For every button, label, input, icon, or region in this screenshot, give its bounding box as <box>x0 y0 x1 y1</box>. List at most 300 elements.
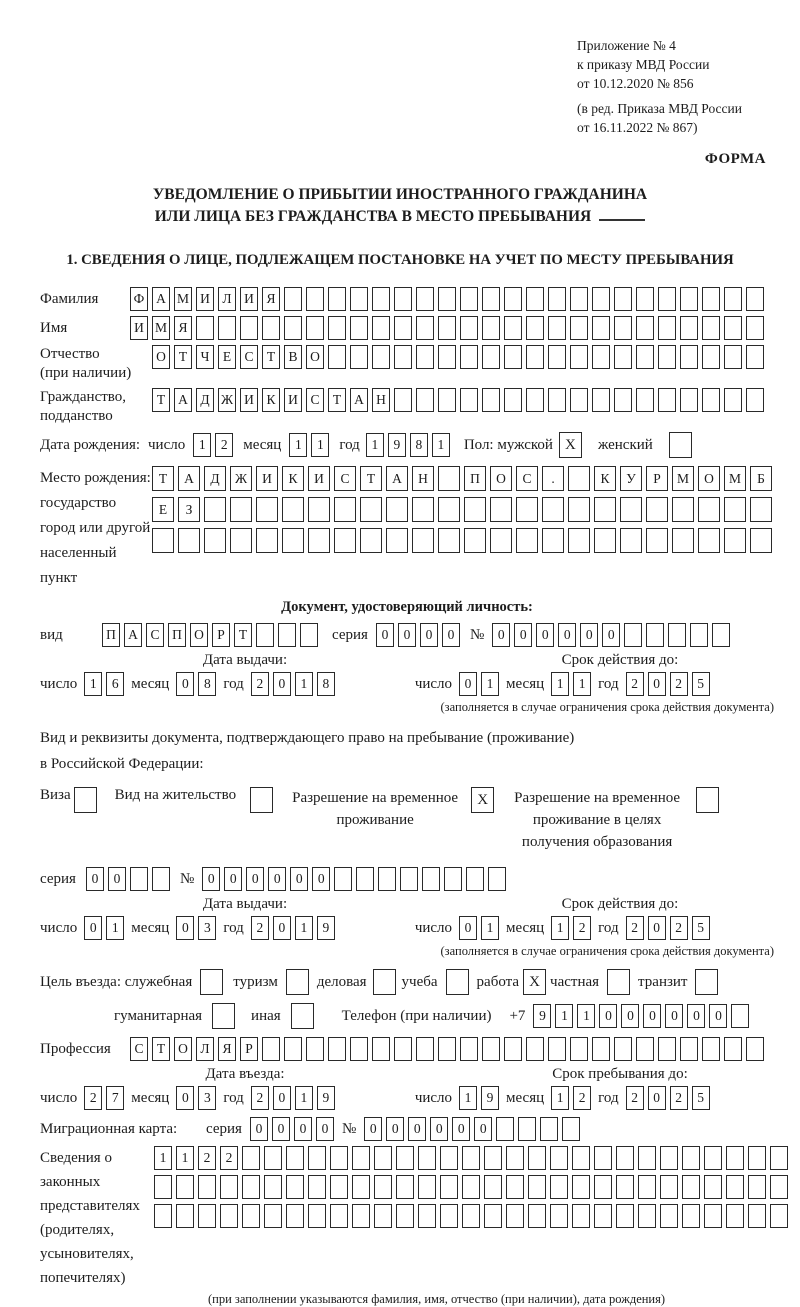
char-cell[interactable]: 5 <box>692 916 710 940</box>
char-cell[interactable] <box>658 1037 676 1061</box>
char-cell[interactable] <box>264 1204 282 1228</box>
char-cell[interactable] <box>416 388 434 412</box>
char-cell[interactable] <box>770 1204 788 1228</box>
char-cell[interactable]: . <box>542 466 564 491</box>
char-cell[interactable] <box>770 1146 788 1170</box>
char-cell[interactable]: Р <box>240 1037 258 1061</box>
char-cell[interactable] <box>506 1146 524 1170</box>
purpose-other-checkbox[interactable] <box>291 1003 314 1029</box>
res-valid-month-cells[interactable] <box>551 916 591 940</box>
char-cell[interactable]: Т <box>152 466 174 491</box>
char-cell[interactable] <box>592 388 610 412</box>
char-cell[interactable] <box>154 1175 172 1199</box>
char-cell[interactable] <box>614 1037 632 1061</box>
char-cell[interactable]: 0 <box>621 1004 639 1028</box>
char-cell[interactable]: К <box>262 388 280 412</box>
char-cell[interactable] <box>616 1175 634 1199</box>
char-cell[interactable]: А <box>350 388 368 412</box>
birthplace-row3-cells[interactable] <box>152 528 772 553</box>
char-cell[interactable] <box>482 345 500 369</box>
char-cell[interactable]: 0 <box>665 1004 683 1028</box>
char-cell[interactable] <box>594 497 616 522</box>
char-cell[interactable] <box>242 1204 260 1228</box>
char-cell[interactable] <box>614 316 632 340</box>
char-cell[interactable]: 0 <box>408 1117 426 1141</box>
char-cell[interactable]: А <box>386 466 408 491</box>
res-number-cells[interactable] <box>202 867 506 891</box>
char-cell[interactable] <box>624 623 642 647</box>
char-cell[interactable]: 0 <box>86 867 104 891</box>
char-cell[interactable] <box>264 1146 282 1170</box>
char-cell[interactable] <box>242 1146 260 1170</box>
char-cell[interactable]: 2 <box>251 916 269 940</box>
entry-year-cells[interactable] <box>251 1086 335 1110</box>
char-cell[interactable] <box>516 497 538 522</box>
char-cell[interactable] <box>394 1037 412 1061</box>
char-cell[interactable] <box>616 1146 634 1170</box>
char-cell[interactable]: К <box>282 466 304 491</box>
char-cell[interactable] <box>504 345 522 369</box>
char-cell[interactable]: Е <box>152 497 174 522</box>
char-cell[interactable]: 2 <box>573 1086 591 1110</box>
char-cell[interactable] <box>672 528 694 553</box>
char-cell[interactable]: Б <box>750 466 772 491</box>
char-cell[interactable]: С <box>516 466 538 491</box>
char-cell[interactable] <box>412 528 434 553</box>
char-cell[interactable] <box>308 528 330 553</box>
char-cell[interactable] <box>130 867 148 891</box>
char-cell[interactable] <box>334 867 352 891</box>
char-cell[interactable] <box>704 1146 722 1170</box>
char-cell[interactable] <box>750 528 772 553</box>
char-cell[interactable]: С <box>306 388 324 412</box>
char-cell[interactable] <box>300 623 318 647</box>
char-cell[interactable]: 0 <box>108 867 126 891</box>
res-valid-year-cells[interactable] <box>626 916 710 940</box>
char-cell[interactable] <box>660 1204 678 1228</box>
char-cell[interactable] <box>570 287 588 311</box>
char-cell[interactable] <box>400 867 418 891</box>
char-cell[interactable] <box>658 316 676 340</box>
char-cell[interactable] <box>418 1204 436 1228</box>
char-cell[interactable] <box>616 1204 634 1228</box>
char-cell[interactable] <box>230 497 252 522</box>
char-cell[interactable] <box>724 497 746 522</box>
char-cell[interactable] <box>264 1175 282 1199</box>
char-cell[interactable]: Л <box>218 287 236 311</box>
entry-day-cells[interactable] <box>84 1086 124 1110</box>
id-valid-month-cells[interactable] <box>551 672 591 696</box>
char-cell[interactable] <box>306 287 324 311</box>
stay-month-cells[interactable] <box>551 1086 591 1110</box>
char-cell[interactable] <box>438 528 460 553</box>
profession-cells[interactable] <box>130 1037 764 1061</box>
purpose-transit-checkbox[interactable] <box>695 969 718 995</box>
char-cell[interactable]: 0 <box>459 672 477 696</box>
char-cell[interactable]: 0 <box>536 623 554 647</box>
char-cell[interactable]: 2 <box>573 916 591 940</box>
char-cell[interactable]: 9 <box>388 433 406 457</box>
char-cell[interactable] <box>570 316 588 340</box>
char-cell[interactable] <box>550 1175 568 1199</box>
char-cell[interactable]: Р <box>646 466 668 491</box>
char-cell[interactable] <box>282 528 304 553</box>
char-cell[interactable] <box>374 1175 392 1199</box>
char-cell[interactable]: Я <box>218 1037 236 1061</box>
char-cell[interactable] <box>724 287 742 311</box>
char-cell[interactable] <box>438 497 460 522</box>
char-cell[interactable] <box>438 316 456 340</box>
birthplace-row2-cells[interactable] <box>152 497 772 522</box>
char-cell[interactable] <box>724 528 746 553</box>
char-cell[interactable] <box>636 316 654 340</box>
char-cell[interactable] <box>460 287 478 311</box>
char-cell[interactable]: 2 <box>626 1086 644 1110</box>
char-cell[interactable] <box>482 287 500 311</box>
char-cell[interactable] <box>682 1146 700 1170</box>
char-cell[interactable]: 1 <box>106 916 124 940</box>
char-cell[interactable] <box>712 623 730 647</box>
char-cell[interactable]: 1 <box>577 1004 595 1028</box>
char-cell[interactable] <box>682 1175 700 1199</box>
char-cell[interactable] <box>350 345 368 369</box>
char-cell[interactable]: Т <box>262 345 280 369</box>
char-cell[interactable]: О <box>190 623 208 647</box>
char-cell[interactable]: З <box>178 497 200 522</box>
char-cell[interactable]: О <box>174 1037 192 1061</box>
char-cell[interactable]: М <box>672 466 694 491</box>
char-cell[interactable] <box>306 1037 324 1061</box>
char-cell[interactable] <box>278 623 296 647</box>
char-cell[interactable] <box>592 345 610 369</box>
char-cell[interactable]: 1 <box>551 916 569 940</box>
char-cell[interactable]: Т <box>152 1037 170 1061</box>
char-cell[interactable]: 0 <box>398 623 416 647</box>
char-cell[interactable]: 2 <box>670 1086 688 1110</box>
char-cell[interactable]: 0 <box>273 672 291 696</box>
char-cell[interactable]: М <box>724 466 746 491</box>
char-cell[interactable] <box>462 1146 480 1170</box>
char-cell[interactable]: 0 <box>364 1117 382 1141</box>
doc-series-cells[interactable] <box>376 623 460 647</box>
char-cell[interactable] <box>748 1175 766 1199</box>
char-cell[interactable]: 0 <box>176 1086 194 1110</box>
char-cell[interactable] <box>372 316 390 340</box>
char-cell[interactable] <box>308 1204 326 1228</box>
char-cell[interactable] <box>658 388 676 412</box>
phone-cells[interactable] <box>533 1004 749 1028</box>
char-cell[interactable]: 1 <box>295 1086 313 1110</box>
char-cell[interactable]: 0 <box>514 623 532 647</box>
char-cell[interactable] <box>636 287 654 311</box>
char-cell[interactable]: 1 <box>573 672 591 696</box>
char-cell[interactable] <box>506 1175 524 1199</box>
purpose-tourism-checkbox[interactable] <box>286 969 309 995</box>
purpose-private-checkbox[interactable] <box>607 969 630 995</box>
char-cell[interactable]: 8 <box>410 433 428 457</box>
char-cell[interactable]: И <box>284 388 302 412</box>
char-cell[interactable]: 9 <box>533 1004 551 1028</box>
char-cell[interactable] <box>422 867 440 891</box>
char-cell[interactable] <box>350 1037 368 1061</box>
char-cell[interactable] <box>334 497 356 522</box>
char-cell[interactable]: Я <box>174 316 192 340</box>
char-cell[interactable] <box>372 345 390 369</box>
doc-type-cells[interactable] <box>102 623 318 647</box>
char-cell[interactable] <box>746 345 764 369</box>
char-cell[interactable]: 2 <box>670 672 688 696</box>
char-cell[interactable]: Ж <box>230 466 252 491</box>
char-cell[interactable] <box>438 345 456 369</box>
char-cell[interactable] <box>440 1175 458 1199</box>
char-cell[interactable] <box>572 1146 590 1170</box>
char-cell[interactable] <box>218 316 236 340</box>
char-cell[interactable]: 9 <box>481 1086 499 1110</box>
char-cell[interactable] <box>726 1175 744 1199</box>
char-cell[interactable] <box>396 1146 414 1170</box>
char-cell[interactable] <box>240 316 258 340</box>
char-cell[interactable] <box>482 1037 500 1061</box>
char-cell[interactable]: 1 <box>459 1086 477 1110</box>
char-cell[interactable] <box>704 1204 722 1228</box>
char-cell[interactable] <box>386 528 408 553</box>
stay-day-cells[interactable] <box>459 1086 499 1110</box>
purpose-business-checkbox[interactable] <box>373 969 396 995</box>
char-cell[interactable] <box>680 345 698 369</box>
char-cell[interactable]: 1 <box>366 433 384 457</box>
char-cell[interactable] <box>360 497 382 522</box>
char-cell[interactable]: 0 <box>268 867 286 891</box>
char-cell[interactable] <box>698 497 720 522</box>
char-cell[interactable] <box>636 388 654 412</box>
char-cell[interactable] <box>352 1204 370 1228</box>
char-cell[interactable]: 2 <box>251 1086 269 1110</box>
res-series-cells[interactable] <box>86 867 170 891</box>
char-cell[interactable] <box>724 388 742 412</box>
char-cell[interactable] <box>526 1037 544 1061</box>
char-cell[interactable]: А <box>178 466 200 491</box>
char-cell[interactable]: 0 <box>474 1117 492 1141</box>
char-cell[interactable] <box>416 345 434 369</box>
char-cell[interactable] <box>636 345 654 369</box>
char-cell[interactable] <box>152 528 174 553</box>
patronymic-cells[interactable] <box>152 345 764 369</box>
char-cell[interactable] <box>526 316 544 340</box>
char-cell[interactable] <box>614 287 632 311</box>
char-cell[interactable]: 1 <box>481 672 499 696</box>
stay-year-cells[interactable] <box>626 1086 710 1110</box>
char-cell[interactable] <box>284 287 302 311</box>
char-cell[interactable]: 0 <box>176 916 194 940</box>
char-cell[interactable] <box>394 287 412 311</box>
char-cell[interactable] <box>204 528 226 553</box>
char-cell[interactable] <box>660 1175 678 1199</box>
char-cell[interactable] <box>724 316 742 340</box>
char-cell[interactable]: 1 <box>154 1146 172 1170</box>
char-cell[interactable]: 0 <box>84 916 102 940</box>
migration-series-cells[interactable] <box>250 1117 334 1141</box>
char-cell[interactable] <box>460 1037 478 1061</box>
char-cell[interactable] <box>658 345 676 369</box>
id-issue-day-cells[interactable] <box>84 672 124 696</box>
char-cell[interactable]: 0 <box>290 867 308 891</box>
char-cell[interactable] <box>646 528 668 553</box>
char-cell[interactable] <box>372 1037 390 1061</box>
char-cell[interactable] <box>620 497 642 522</box>
char-cell[interactable]: Т <box>234 623 252 647</box>
birth-month-cells[interactable] <box>289 433 329 457</box>
char-cell[interactable] <box>570 1037 588 1061</box>
char-cell[interactable] <box>646 623 664 647</box>
char-cell[interactable] <box>724 345 742 369</box>
char-cell[interactable] <box>496 1117 514 1141</box>
char-cell[interactable] <box>488 867 506 891</box>
char-cell[interactable] <box>262 1037 280 1061</box>
char-cell[interactable] <box>506 1204 524 1228</box>
char-cell[interactable]: 0 <box>294 1117 312 1141</box>
char-cell[interactable] <box>330 1175 348 1199</box>
temp-residence-edu-checkbox[interactable] <box>696 787 719 813</box>
char-cell[interactable]: 0 <box>312 867 330 891</box>
char-cell[interactable]: П <box>102 623 120 647</box>
char-cell[interactable]: М <box>174 287 192 311</box>
char-cell[interactable] <box>746 388 764 412</box>
char-cell[interactable]: 0 <box>202 867 220 891</box>
char-cell[interactable]: И <box>196 287 214 311</box>
char-cell[interactable]: 8 <box>198 672 216 696</box>
char-cell[interactable] <box>572 1175 590 1199</box>
char-cell[interactable]: О <box>152 345 170 369</box>
char-cell[interactable] <box>374 1146 392 1170</box>
char-cell[interactable]: К <box>594 466 616 491</box>
char-cell[interactable]: 1 <box>295 672 313 696</box>
char-cell[interactable] <box>594 1204 612 1228</box>
char-cell[interactable]: О <box>698 466 720 491</box>
char-cell[interactable]: 0 <box>420 623 438 647</box>
char-cell[interactable] <box>528 1146 546 1170</box>
char-cell[interactable] <box>690 623 708 647</box>
char-cell[interactable]: А <box>174 388 192 412</box>
char-cell[interactable]: 5 <box>692 672 710 696</box>
residence-permit-checkbox[interactable] <box>250 787 273 813</box>
char-cell[interactable]: 0 <box>558 623 576 647</box>
char-cell[interactable] <box>256 623 274 647</box>
char-cell[interactable]: С <box>240 345 258 369</box>
char-cell[interactable] <box>592 316 610 340</box>
char-cell[interactable] <box>286 1204 304 1228</box>
char-cell[interactable]: 1 <box>551 672 569 696</box>
char-cell[interactable] <box>416 287 434 311</box>
char-cell[interactable] <box>352 1146 370 1170</box>
char-cell[interactable]: 1 <box>551 1086 569 1110</box>
char-cell[interactable] <box>416 316 434 340</box>
char-cell[interactable]: Т <box>328 388 346 412</box>
char-cell[interactable] <box>526 345 544 369</box>
char-cell[interactable]: 0 <box>376 623 394 647</box>
char-cell[interactable] <box>394 345 412 369</box>
res-issue-month-cells[interactable] <box>176 916 216 940</box>
doc-number-cells[interactable] <box>492 623 730 647</box>
char-cell[interactable] <box>378 867 396 891</box>
char-cell[interactable] <box>490 497 512 522</box>
char-cell[interactable]: 0 <box>687 1004 705 1028</box>
char-cell[interactable]: 0 <box>430 1117 448 1141</box>
char-cell[interactable] <box>572 1204 590 1228</box>
char-cell[interactable]: 0 <box>602 623 620 647</box>
char-cell[interactable] <box>658 287 676 311</box>
char-cell[interactable] <box>542 497 564 522</box>
char-cell[interactable] <box>750 497 772 522</box>
char-cell[interactable]: 2 <box>670 916 688 940</box>
char-cell[interactable] <box>731 1004 749 1028</box>
char-cell[interactable] <box>748 1146 766 1170</box>
id-issue-month-cells[interactable] <box>176 672 216 696</box>
char-cell[interactable]: 0 <box>643 1004 661 1028</box>
char-cell[interactable] <box>394 316 412 340</box>
purpose-humanitarian-checkbox[interactable] <box>212 1003 235 1029</box>
char-cell[interactable] <box>440 1204 458 1228</box>
char-cell[interactable]: 1 <box>295 916 313 940</box>
char-cell[interactable] <box>438 388 456 412</box>
char-cell[interactable] <box>570 345 588 369</box>
char-cell[interactable] <box>770 1175 788 1199</box>
char-cell[interactable] <box>568 497 590 522</box>
char-cell[interactable]: 0 <box>459 916 477 940</box>
char-cell[interactable]: 0 <box>452 1117 470 1141</box>
char-cell[interactable]: 0 <box>250 1117 268 1141</box>
char-cell[interactable]: 3 <box>198 1086 216 1110</box>
char-cell[interactable] <box>570 388 588 412</box>
char-cell[interactable]: 0 <box>648 672 666 696</box>
char-cell[interactable] <box>594 1175 612 1199</box>
char-cell[interactable]: 0 <box>273 916 291 940</box>
representatives-row2-cells[interactable] <box>154 1175 788 1199</box>
char-cell[interactable] <box>220 1175 238 1199</box>
char-cell[interactable] <box>466 867 484 891</box>
char-cell[interactable] <box>198 1204 216 1228</box>
id-valid-day-cells[interactable] <box>459 672 499 696</box>
char-cell[interactable] <box>242 1175 260 1199</box>
char-cell[interactable]: 0 <box>442 623 460 647</box>
char-cell[interactable] <box>462 1175 480 1199</box>
char-cell[interactable]: 0 <box>648 916 666 940</box>
char-cell[interactable] <box>638 1175 656 1199</box>
char-cell[interactable]: Д <box>196 388 214 412</box>
char-cell[interactable]: 1 <box>193 433 211 457</box>
char-cell[interactable] <box>636 1037 654 1061</box>
representatives-row3-cells[interactable] <box>154 1204 788 1228</box>
char-cell[interactable] <box>702 316 720 340</box>
char-cell[interactable] <box>328 345 346 369</box>
char-cell[interactable] <box>418 1175 436 1199</box>
char-cell[interactable] <box>306 316 324 340</box>
char-cell[interactable] <box>614 388 632 412</box>
char-cell[interactable] <box>528 1204 546 1228</box>
char-cell[interactable] <box>330 1146 348 1170</box>
char-cell[interactable] <box>548 345 566 369</box>
char-cell[interactable]: 2 <box>251 672 269 696</box>
char-cell[interactable] <box>284 1037 302 1061</box>
char-cell[interactable]: В <box>284 345 302 369</box>
char-cell[interactable] <box>198 1175 216 1199</box>
char-cell[interactable] <box>698 528 720 553</box>
char-cell[interactable] <box>504 1037 522 1061</box>
char-cell[interactable] <box>614 345 632 369</box>
char-cell[interactable] <box>464 497 486 522</box>
char-cell[interactable] <box>308 497 330 522</box>
char-cell[interactable] <box>680 1037 698 1061</box>
char-cell[interactable] <box>748 1204 766 1228</box>
